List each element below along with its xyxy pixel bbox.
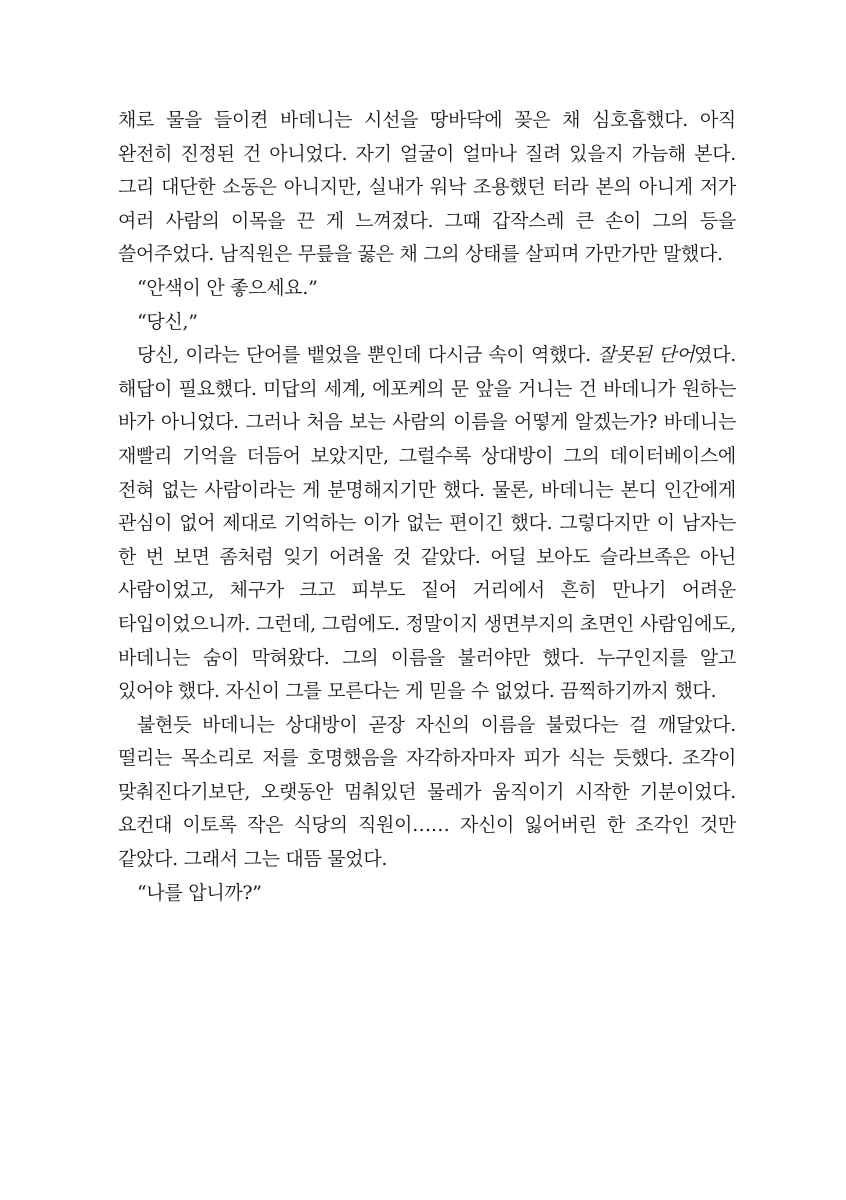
paragraph-text: 였다. 해답이 필요했다. 미답의 세계, 에포케의 문 앞을 거니는 건 바데니가 원하는 바가 아니었다. 그러나 처음 보는 사람의 이름을 어떻게 알겠는가? 바데니는 재빨리 기억을 더듬어 보았지만, 그럴수록 상대방이 그의 데이터베이스에 전혀 없는 사람이라는 게 분명해지기만 했다. 물론, 바데니는 본디 인간에게 관심이 없어 제대로 기억하는 이가 없는 편이긴 했다. 그렇다지만 이 남자는 한 번 보면 좀처럼 잊기 어려울 것 같았다. 어딜 보아도 슬라브족은 아닌 사람이었고, 체구가 크고 피부도 짙어 거리에서 흔히 만나기 어려운 타입이었으니까. 그런데, 그럼에도. 정말이지 생면부지의 초면인 사람임에도, 바데니는 숨이 막혀왔다. 그의 이름을 불러야만 했다. 누구인지를 알고 있어야 했다. 자신이 그를 모른다는 게 믿을 수 없었다. 끔찍하기까지 했다. (118, 344, 736, 703)
paragraph-1 (118, 104, 736, 272)
paragraph-text: “안색이 안 좋으세요.” (137, 276, 318, 299)
dialogue-line-2 (118, 306, 736, 340)
dialogue-line-1 (118, 272, 736, 306)
paragraph-text: 채로 물을 들이켠 바데니는 시선을 땅바닥에 꽂은 채 심호흡했다. 아직 완전히 진정된 건 아니었다. 자기 얼굴이 얼마나 질려 있을지 가늠해 본다. 그리 대단한 소동은 아니지만, 실내가 워낙 조용했던 터라 본의 아니게 저가 여러 사람의 이목을 끈 게 느껴졌다. 그때 갑작스레 큰 손이 그의 등을 쓸어주었다. 남직원은 무릎을 꿇은 채 그의 상태를 살피며 가만가만 말했다. (118, 109, 736, 266)
paragraph-text: 당신, 이라는 단어를 뱉었을 뿐인데 다시금 속이 역했다. (137, 344, 598, 367)
dialogue-line-3 (118, 877, 736, 911)
emphasized-text: 잘못된 단어 (597, 344, 695, 367)
body-text (118, 104, 736, 910)
paragraph-3 (118, 709, 736, 877)
paragraph-text: “나를 압니까?” (137, 881, 262, 904)
paragraph-text: 불현듯 바데니는 상대방이 곧장 자신의 이름을 불렀다는 걸 깨달았다. 떨리는 목소리로 저를 호명했음을 자각하자마자 피가 식는 듯했다. 조각이 맞춰진다기보단, 오랫동안 멈춰있던 물레가 움직이기 시작한 기분이었다. 요컨대 이토록 작은 식당의 직원이…… 자신이 잃어버린 한 조각인 것만 같았다. 그래서 그는 대뜸 물었다. (118, 713, 736, 871)
paragraph-2 (118, 339, 736, 709)
paragraph-text: “당신,” (137, 310, 198, 333)
